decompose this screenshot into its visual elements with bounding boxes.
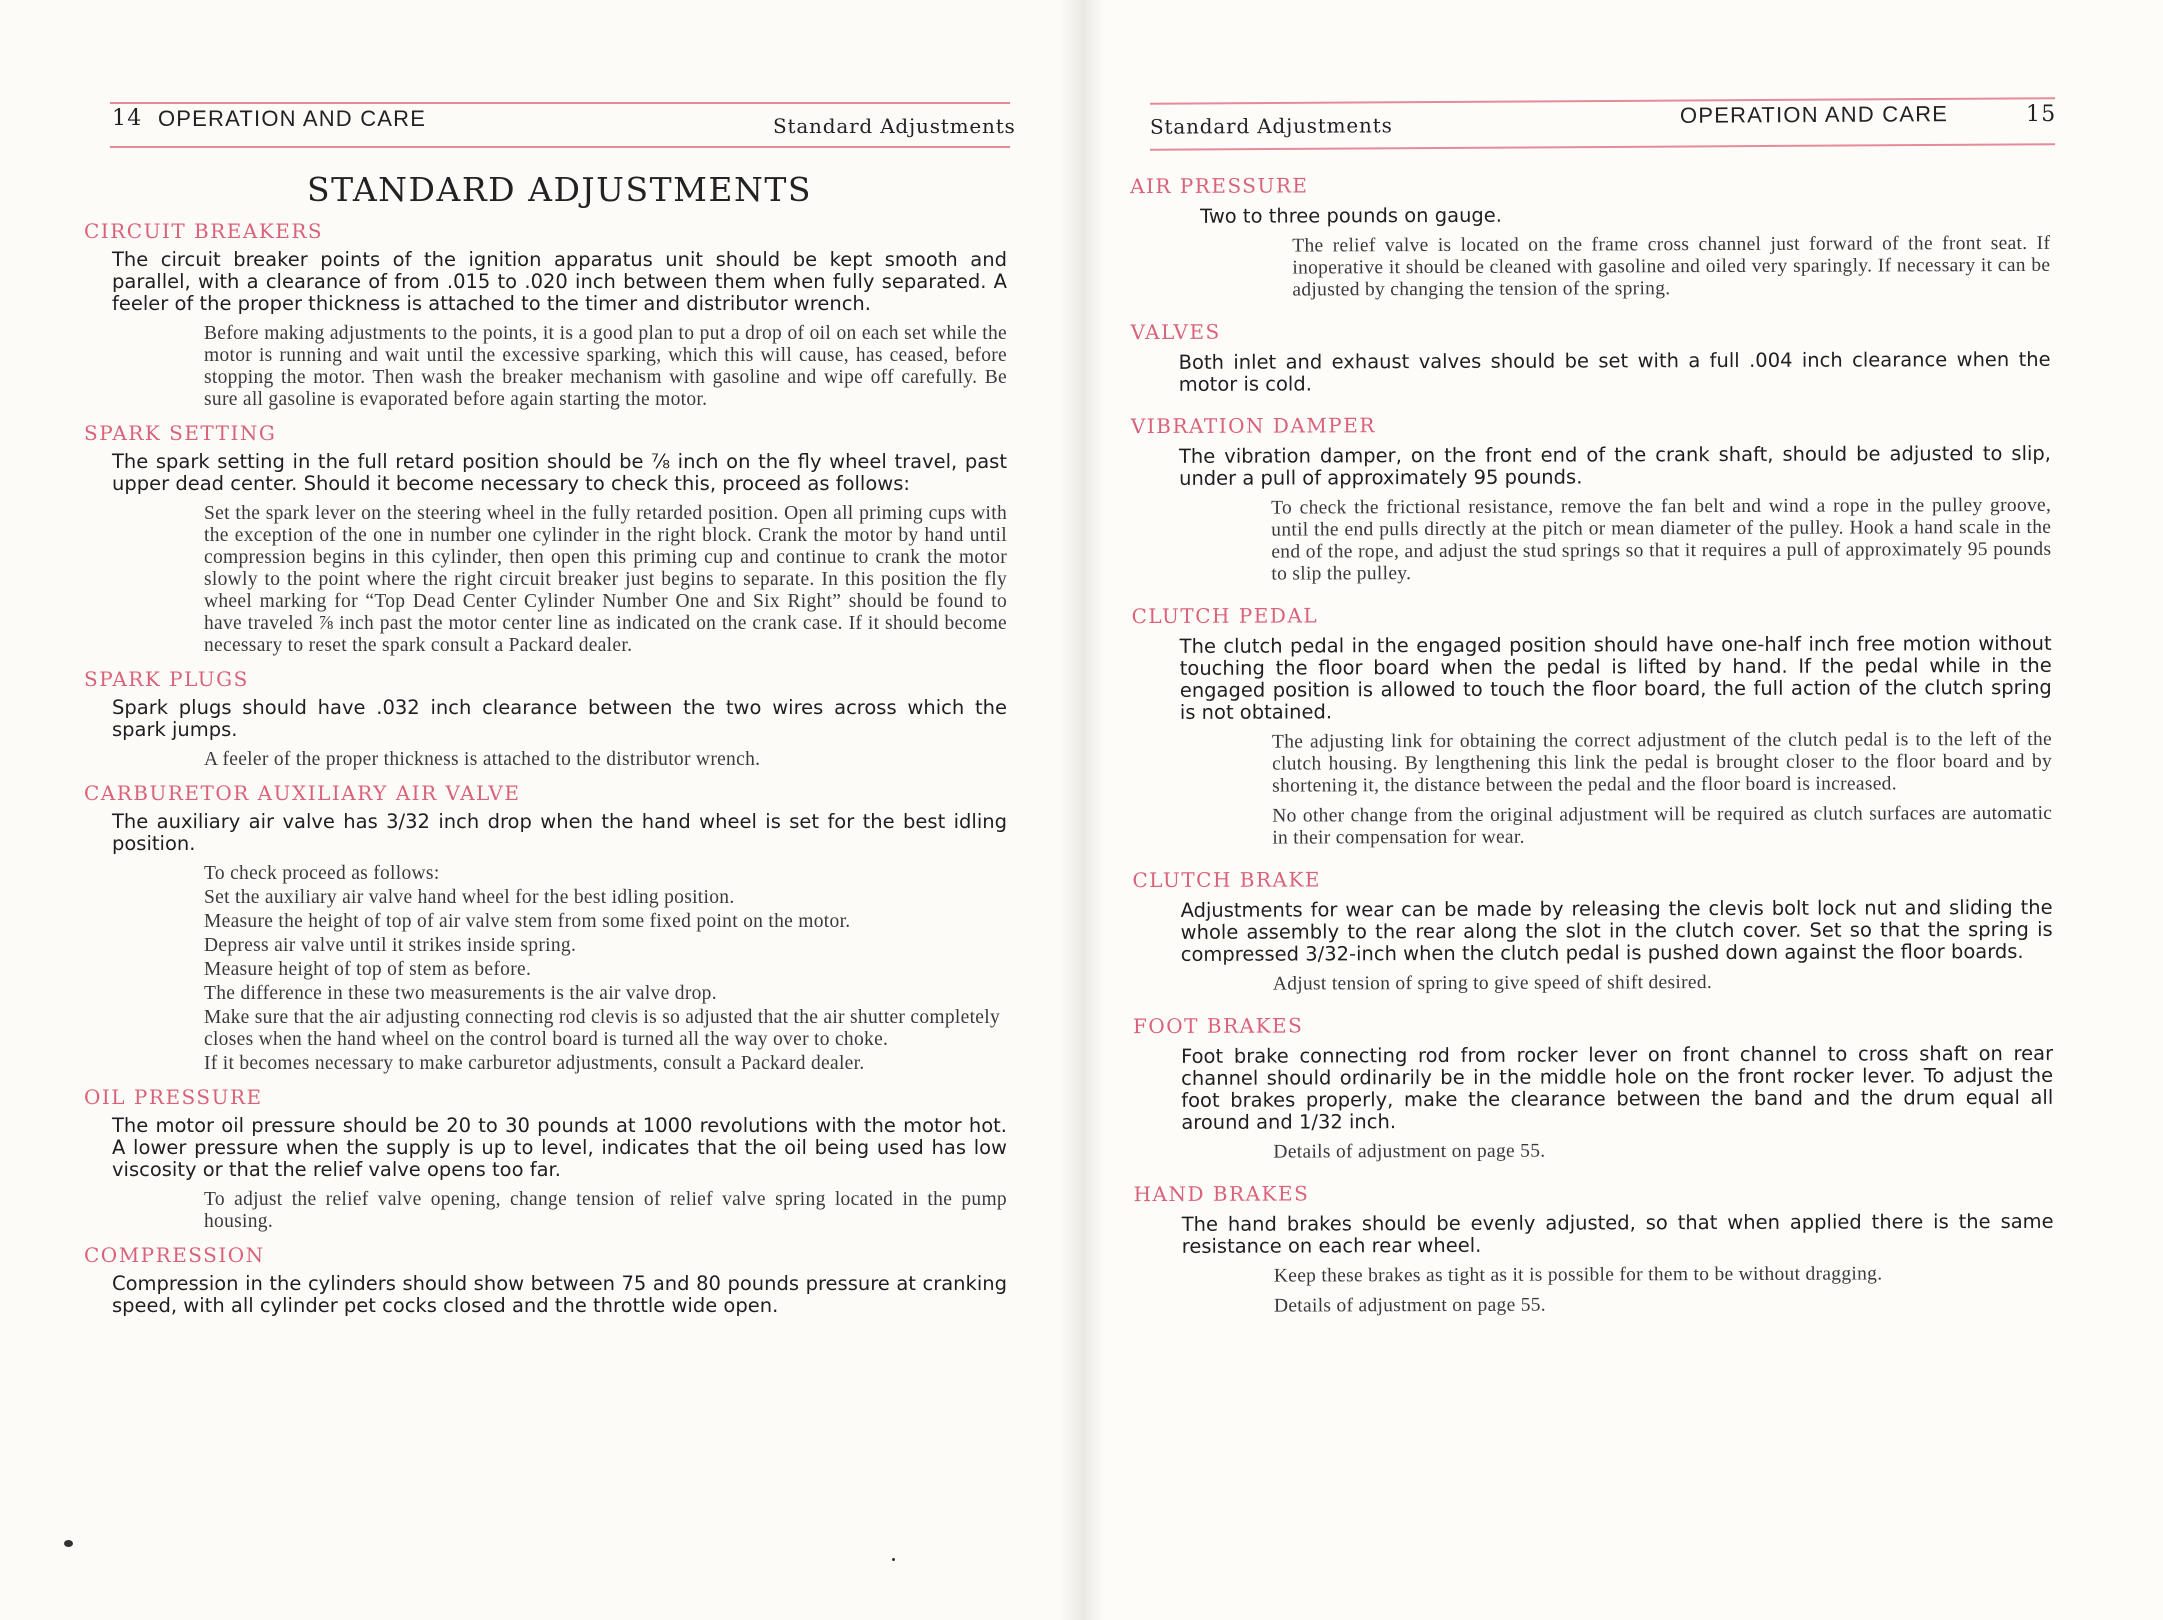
section-step: To check proceed as follows: (204, 863, 440, 884)
section-title: CLUTCH BRAKE (1132, 867, 1322, 893)
section-title: VALVES (1130, 319, 1221, 345)
section-title: COMPRESSION (84, 1243, 265, 1267)
section-lead: The auxiliary air valve has 3/32 inch drop when the hand wheel is set for the best idling position. (112, 810, 1007, 855)
section-step: Set the auxiliary air valve hand wheel for the best idling position. (204, 887, 735, 908)
book-gutter (1060, 0, 1104, 1620)
section-title: AIR PRESSURE (1130, 173, 1309, 199)
header-title: OPERATION AND CARE (1679, 101, 1949, 128)
section-lead: Compression in the cylinders should show between 75 and 80 pounds pressure at cranking speed, with all cylinder pet cocks closed and the throttle wide open. (112, 1272, 1007, 1317)
section-note: To adjust the relief valve opening, change tension of relief valve spring located in the pump housing. (204, 1189, 1007, 1232)
section-note: No other change from the original adjustment will be required as clutch surfaces are automatic in their compensation for wear. (1272, 802, 2053, 849)
section-step: The difference in these two measurements is the air valve drop. (204, 983, 717, 1004)
section-step: Measure the height of top of air valve stem from some fixed point on the motor. (204, 911, 851, 932)
section-title: HAND BRAKES (1133, 1181, 1310, 1207)
section-lead: The clutch pedal in the engaged position should have one-half inch free motion without touching the floor board when the pedal is lifted by hand. If the pedal while in the engaged position is allowed to touch the floor board, the full action of the clutch spring is not obtained. (1179, 631, 2052, 724)
section-note: A feeler of the proper thickness is attached to the distributor wrench. (204, 749, 761, 770)
section-lead: Two to three pounds on gauge. (1200, 203, 1503, 228)
section-note: Adjust tension of spring to give speed of shift desired. (1272, 972, 1713, 995)
header-section: Standard Adjustments (773, 114, 1016, 138)
section-note: Details of adjustment on page 55. (1273, 1140, 1546, 1163)
page-number: 15 (2026, 102, 2057, 127)
page-title: STANDARD ADJUSTMENTS (307, 170, 812, 209)
section-step: Depress air valve until it strikes inside spring. (204, 935, 577, 956)
section-lead: The motor oil pressure should be 20 to 30 pounds at 1000 revolutions with the motor hot. A lower pressure when the supply is up to level, indicates that the oil being used has low viscosity or that the relief valve opens too far. (112, 1114, 1007, 1181)
header-title: OPERATION AND CARE (158, 106, 427, 131)
section-title: OIL PRESSURE (84, 1085, 263, 1109)
section-note: Details of adjustment on page 55. (1273, 1294, 1547, 1317)
header-section: Standard Adjustments (1149, 113, 1393, 139)
section-lead: The spark setting in the full retard position should be ⅞ inch on the fly wheel travel, past upper dead center. Should it become necessary to check this, proceed as follows: (112, 450, 1007, 495)
page-number: 14 (112, 106, 143, 131)
section-lead: The circuit breaker points of the ignition apparatus unit should be kept smooth and parallel, with a clearance of from .015 to .020 inch between them when fully separated. A feeler of the proper thickness is attached to the timer and distributor wrench. (112, 248, 1007, 315)
section-note: The relief valve is located on the frame cross channel just forward of the front seat. If inoperative it should be cleaned with gasoline and oiled very sparingly. If necessary it can be adjusted by changing the tension of the spring. (1292, 232, 2051, 301)
section-lead: Both inlet and exhaust valves should be set with a full .004 inch clearance when the motor is cold. (1178, 347, 2051, 396)
section-note: Set the spark lever on the steering wheel in the fully retarded position. Open all priming cups with the exception of the one in number one cylinder in the right block. Crank the motor by hand until compression begins in this cylinder, then open this priming cup and continue to crank the motor slowly to the point where the right circuit breaker just begins to separate. In this position the fly wheel marking for “Top Dead Center Cylinder Number One and Six Right” should be found to have traveled ⅞ inch past the motor center line as indicated on the crank case. If it should become necessary to reset the spark consult a Packard dealer. (204, 503, 1007, 656)
section-title: VIBRATION DAMPER (1130, 413, 1376, 439)
section-step: If it becomes necessary to make carburetor adjustments, consult a Packard dealer. (204, 1053, 865, 1074)
section-title: CLUTCH PEDAL (1131, 603, 1319, 629)
section-lead: Spark plugs should have .032 inch clearance between the two wires across which the spark jumps. (112, 696, 1007, 741)
section-title: CIRCUIT BREAKERS (84, 219, 324, 243)
section-lead: The hand brakes should be evenly adjusted, so that when applied there is the same resistance on each rear wheel. (1181, 1209, 2054, 1258)
section-lead: The vibration damper, on the front end of the crank shaft, should be adjusted to slip, under a pull of approximately 95 pounds. (1178, 441, 2052, 490)
section-title: SPARK PLUGS (84, 667, 249, 691)
section-lead: Adjustments for wear can be made by releasing the clevis bolt lock nut and sliding the whole assembly to the rear along the slot in the clutch cover. Set so that the spring is compressed 3/32-inch when the clutch pedal is pushed down against the floor boards. (1180, 895, 2053, 966)
section-note: The adjusting link for obtaining the correct adjustment of the clutch pedal is to the left of the clutch housing. By lengthening this link the pedal is brought closer to the floor board and by shortening it, the distance between the pedal and the floor board is increased. (1271, 728, 2053, 797)
section-step: Make sure that the air adjusting connecting rod clevis is so adjusted that the air shutter completely closes when the hand wheel on the control board is turned all the way over to choke. (204, 1007, 1001, 1050)
section-title: CARBURETOR AUXILIARY AIR VALVE (84, 781, 521, 805)
section-note: Keep these brakes as tight as it is possible for them to be without dragging. (1273, 1263, 1883, 1287)
section-title: FOOT BRAKES (1132, 1013, 1304, 1039)
section-step: Measure height of top of stem as before. (204, 959, 532, 980)
section-note: Before making adjustments to the points, it is a good plan to put a drop of oil on each set while the motor is running and wait until the excessive sparking, which this will cause, has ceased, before stopping the motor. Then wash the breaker mechanism with gasoline and wipe off carefully. Be sure all gasoline is evaporated before again starting the motor. (204, 323, 1007, 410)
section-note: To check the frictional resistance, remove the fan belt and wind a rope in the pulley groove, until the end pulls directly at the pitch or mean diameter of the pulley. Hook a hand scale in the end of the rope, and adjust the stud springs so that it requires a pull of approximately 95 pounds to slip the pulley. (1271, 494, 2052, 585)
right-page-content (1130, 171, 2054, 1326)
section-title: SPARK SETTING (84, 421, 277, 445)
section-lead: Foot brake connecting rod from rocker lever on front channel to cross shaft on rear channel should ordinarily be in the middle hole on the front rocker lever. To adjust the foot brakes properly, make the clearance between the band and the drum equal all around and 1/32 inch. (1181, 1041, 2054, 1134)
